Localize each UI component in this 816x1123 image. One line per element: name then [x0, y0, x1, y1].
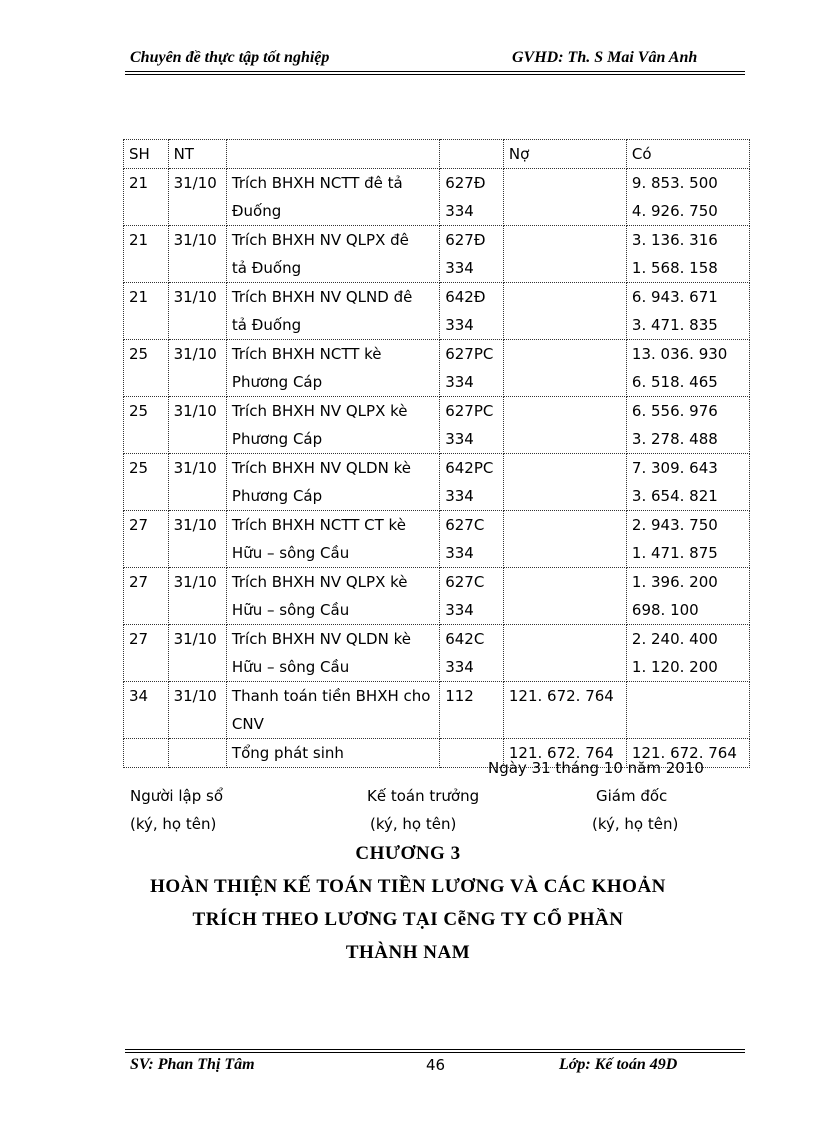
- cell-credit-line: 3. 471. 835: [631, 316, 718, 334]
- cell-credit: [626, 454, 749, 511]
- table-row: [124, 169, 750, 226]
- chapter-number: CHƯƠNG 3: [355, 843, 461, 864]
- cell-description: [226, 625, 439, 682]
- cell-description-line: Hữu – sông Cầu: [231, 601, 350, 619]
- cell-account-line: 334: [445, 373, 474, 391]
- cell-debit: [503, 226, 626, 283]
- cell-debit-line: [509, 340, 621, 368]
- table-row: [124, 397, 750, 454]
- cell-sh: 21: [124, 169, 169, 226]
- cell-credit: [626, 568, 749, 625]
- cell-account: [440, 169, 504, 226]
- cell-nt: 31/10: [168, 682, 226, 739]
- cell-account: [440, 568, 504, 625]
- cell-credit-line: 9. 853. 500: [631, 174, 718, 192]
- cell-debit: [503, 625, 626, 682]
- cell-credit-line: 6. 943. 671: [631, 288, 718, 306]
- header-rule: [125, 71, 745, 72]
- cell-credit-line: 2. 943. 750: [631, 516, 718, 534]
- total-cell-sh: [124, 739, 169, 768]
- cell-credit: [626, 682, 749, 739]
- cell-debit-line: [509, 596, 621, 624]
- cell-sh: 27: [124, 568, 169, 625]
- cell-account-line: 627PC: [445, 402, 494, 420]
- cell-description-line: Hữu – sông Cầu: [231, 544, 350, 562]
- cell-nt: 31/10: [168, 340, 226, 397]
- cell-description-line: Phương Cáp: [231, 430, 323, 448]
- cell-account-line: 334: [445, 658, 474, 676]
- cell-description-line: Trích BHXH NCTT kè: [231, 345, 382, 363]
- cell-description-line: Hữu – sông Cầu: [231, 658, 350, 676]
- cell-debit-line: [509, 169, 621, 197]
- cell-account: [440, 511, 504, 568]
- footer-class: Lớp: Kế toán 49D: [559, 1056, 678, 1073]
- cell-account-line: 627C: [445, 573, 485, 591]
- cell-nt: 31/10: [168, 625, 226, 682]
- cell-debit-line: [509, 454, 621, 482]
- cell-debit-line: [509, 197, 621, 225]
- column-header-nt: NT: [168, 140, 226, 169]
- cell-account-line: 642C: [445, 630, 485, 648]
- cell-nt: 31/10: [168, 511, 226, 568]
- cell-credit: [626, 169, 749, 226]
- cell-debit-line: [509, 710, 621, 738]
- total-debit: 121. 672. 764: [503, 739, 626, 768]
- signature-chief-accountant-title: Kế toán trưởng: [367, 787, 480, 805]
- cell-debit-line: [509, 625, 621, 653]
- cell-description: [226, 226, 439, 283]
- ledger-table: [123, 139, 750, 768]
- chapter-title-line-2: TRÍCH THEO LƯƠNG TẠI CễNG TY CỔ PHẦN: [192, 909, 624, 930]
- cell-account-line: 627PC: [445, 345, 494, 363]
- total-label: Tổng phát sinh: [226, 739, 439, 768]
- cell-credit: [626, 283, 749, 340]
- cell-sh: 27: [124, 511, 169, 568]
- cell-description-line: Trích BHXH NCTT CT kè: [231, 516, 406, 534]
- table-row: [124, 568, 750, 625]
- cell-description: [226, 283, 439, 340]
- cell-credit-line: 1. 471. 875: [631, 544, 718, 562]
- cell-credit-line: 13. 036. 930: [631, 345, 728, 363]
- cell-debit-line: [509, 283, 621, 311]
- cell-description-line: tả Đuống: [231, 316, 302, 334]
- header-supervisor: GVHD: Th. S Mai Vân Anh: [512, 49, 698, 66]
- cell-account-line: 334: [445, 316, 474, 334]
- cell-credit: [626, 511, 749, 568]
- cell-debit-line: [509, 539, 621, 567]
- cell-description: [226, 397, 439, 454]
- cell-description: [226, 340, 439, 397]
- cell-debit-line: [509, 311, 621, 339]
- cell-debit-line: [509, 568, 621, 596]
- footer-rule-thin: [125, 1049, 745, 1050]
- cell-debit-line: [509, 254, 621, 282]
- cell-account: [440, 454, 504, 511]
- cell-sh: 25: [124, 397, 169, 454]
- cell-credit-line: 2. 240. 400: [631, 630, 718, 648]
- cell-credit-line: 698. 100: [631, 601, 699, 619]
- signature-chief-accountant-note: (ký, họ tên): [370, 815, 457, 833]
- cell-debit: [503, 454, 626, 511]
- cell-debit-line: [509, 397, 621, 425]
- cell-description-line: Trích BHXH NV QLPX kè: [231, 573, 408, 591]
- cell-account-line: 334: [445, 544, 474, 562]
- cell-nt: 31/10: [168, 568, 226, 625]
- cell-account-line: 642PC: [445, 459, 494, 477]
- date-line: Ngày 31 tháng 10 năm 2010: [488, 759, 704, 777]
- cell-account: [440, 682, 504, 739]
- cell-account: [440, 226, 504, 283]
- cell-account-line: 334: [445, 259, 474, 277]
- cell-description-line: CNV: [231, 715, 264, 733]
- cell-credit-line: 7. 309. 643: [631, 459, 718, 477]
- cell-description-line: tả Đuống: [231, 259, 302, 277]
- total-credit: 121. 672. 764: [626, 739, 749, 768]
- table-row: [124, 625, 750, 682]
- cell-credit: [626, 226, 749, 283]
- cell-description-line: Trích BHXH NV QLND đê: [231, 288, 413, 306]
- header-left-title: Chuyên đề thực tập tốt nghiệp: [130, 49, 330, 66]
- cell-description-line: Phương Cáp: [231, 373, 323, 391]
- table-row: [124, 340, 750, 397]
- cell-credit: [626, 340, 749, 397]
- cell-description-line: Trích BHXH NV QLDN kè: [231, 630, 411, 648]
- cell-account-line: 334: [445, 430, 474, 448]
- cell-credit-line: 6. 556. 976: [631, 402, 718, 420]
- cell-credit: [626, 625, 749, 682]
- cell-debit: [503, 169, 626, 226]
- cell-description: [226, 568, 439, 625]
- cell-credit: [626, 397, 749, 454]
- signature-preparer-note: (ký, họ tên): [130, 815, 217, 833]
- cell-nt: 31/10: [168, 226, 226, 283]
- cell-account: [440, 283, 504, 340]
- cell-sh: 21: [124, 283, 169, 340]
- cell-credit-line: [632, 710, 744, 738]
- table-row: [124, 682, 750, 739]
- cell-sh: 25: [124, 454, 169, 511]
- cell-account-line: 334: [445, 487, 474, 505]
- cell-debit: [503, 340, 626, 397]
- cell-credit-line: 3. 136. 316: [631, 231, 718, 249]
- cell-credit-line: 1. 568. 158: [631, 259, 718, 277]
- table-row: [124, 283, 750, 340]
- cell-nt: 31/10: [168, 454, 226, 511]
- table-row: [124, 226, 750, 283]
- cell-account-line: [445, 710, 498, 738]
- cell-description: [226, 511, 439, 568]
- cell-credit-line: 6. 518. 465: [631, 373, 718, 391]
- column-header-desc: [226, 140, 439, 169]
- cell-credit-line: 4. 926. 750: [631, 202, 718, 220]
- cell-account: [440, 397, 504, 454]
- column-header-account: [440, 140, 504, 169]
- table-header-row: [124, 140, 750, 169]
- header-rule-thin: [125, 74, 745, 75]
- cell-debit-line: [509, 226, 621, 254]
- cell-account: [440, 340, 504, 397]
- column-header-debit: Nợ: [503, 140, 626, 169]
- table-row: [124, 511, 750, 568]
- cell-sh: 21: [124, 226, 169, 283]
- cell-debit: [503, 568, 626, 625]
- cell-account-line: 112: [445, 687, 474, 705]
- column-header-sh: SH: [124, 140, 169, 169]
- cell-description: [226, 454, 439, 511]
- chapter-title-line-1: HOÀN THIỆN KẾ TOÁN TIỀN LƯƠNG VÀ CÁC KHOẢN: [150, 876, 666, 897]
- cell-credit-line: 3. 278. 488: [631, 430, 718, 448]
- cell-debit-line: [509, 511, 621, 539]
- footer-student: SV: Phan Thị Tâm: [130, 1056, 255, 1073]
- cell-nt: 31/10: [168, 283, 226, 340]
- cell-account-line: 627Đ: [445, 231, 486, 249]
- ledger-body: [124, 140, 750, 768]
- cell-description-line: Trích BHXH NV QLPX kè: [231, 402, 408, 420]
- cell-description-line: Trích BHXH NCTT đê tả: [231, 174, 403, 192]
- cell-account-line: 627Đ: [445, 174, 486, 192]
- cell-sh: 25: [124, 340, 169, 397]
- cell-nt: 31/10: [168, 169, 226, 226]
- cell-sh: 34: [124, 682, 169, 739]
- total-cell-nt: [168, 739, 226, 768]
- cell-credit-line: 1. 120. 200: [631, 658, 718, 676]
- cell-description: [226, 169, 439, 226]
- cell-debit-line: [509, 653, 621, 681]
- cell-debit: [503, 511, 626, 568]
- cell-description-line: Trích BHXH NV QLPX đê: [231, 231, 409, 249]
- chapter-title-line-3: THÀNH NAM: [345, 942, 471, 963]
- cell-description-line: Đuống: [231, 202, 282, 220]
- cell-description-line: Trích BHXH NV QLDN kè: [231, 459, 411, 477]
- cell-debit: [503, 397, 626, 454]
- cell-debit: [503, 283, 626, 340]
- signature-director-title: Giám đốc: [596, 787, 668, 805]
- cell-account-line: 334: [445, 601, 474, 619]
- cell-account-line: 334: [445, 202, 474, 220]
- cell-nt: 31/10: [168, 397, 226, 454]
- cell-credit-line: 1. 396. 200: [631, 573, 718, 591]
- cell-debit: [503, 682, 626, 739]
- cell-account-line: 627C: [445, 516, 485, 534]
- cell-debit-line: [509, 368, 621, 396]
- cell-description-line: Thanh toán tiền BHXH cho: [231, 687, 431, 705]
- table-row: [124, 454, 750, 511]
- page-number: 46: [426, 1056, 446, 1074]
- cell-credit-line: [632, 682, 744, 710]
- cell-description: [226, 682, 439, 739]
- cell-debit-line: [509, 425, 621, 453]
- signature-preparer-title: Người lập sổ: [130, 787, 224, 805]
- signature-director-note: (ký, họ tên): [592, 815, 679, 833]
- cell-account-line: 642Đ: [445, 288, 486, 306]
- cell-debit-line: [509, 482, 621, 510]
- cell-description-line: Phương Cáp: [231, 487, 323, 505]
- footer-rule: [125, 1052, 745, 1053]
- column-header-credit: Có: [626, 140, 749, 169]
- cell-sh: 27: [124, 625, 169, 682]
- cell-debit-line: 121. 672. 764: [508, 687, 614, 705]
- cell-credit-line: 3. 654. 821: [631, 487, 718, 505]
- cell-account: [440, 625, 504, 682]
